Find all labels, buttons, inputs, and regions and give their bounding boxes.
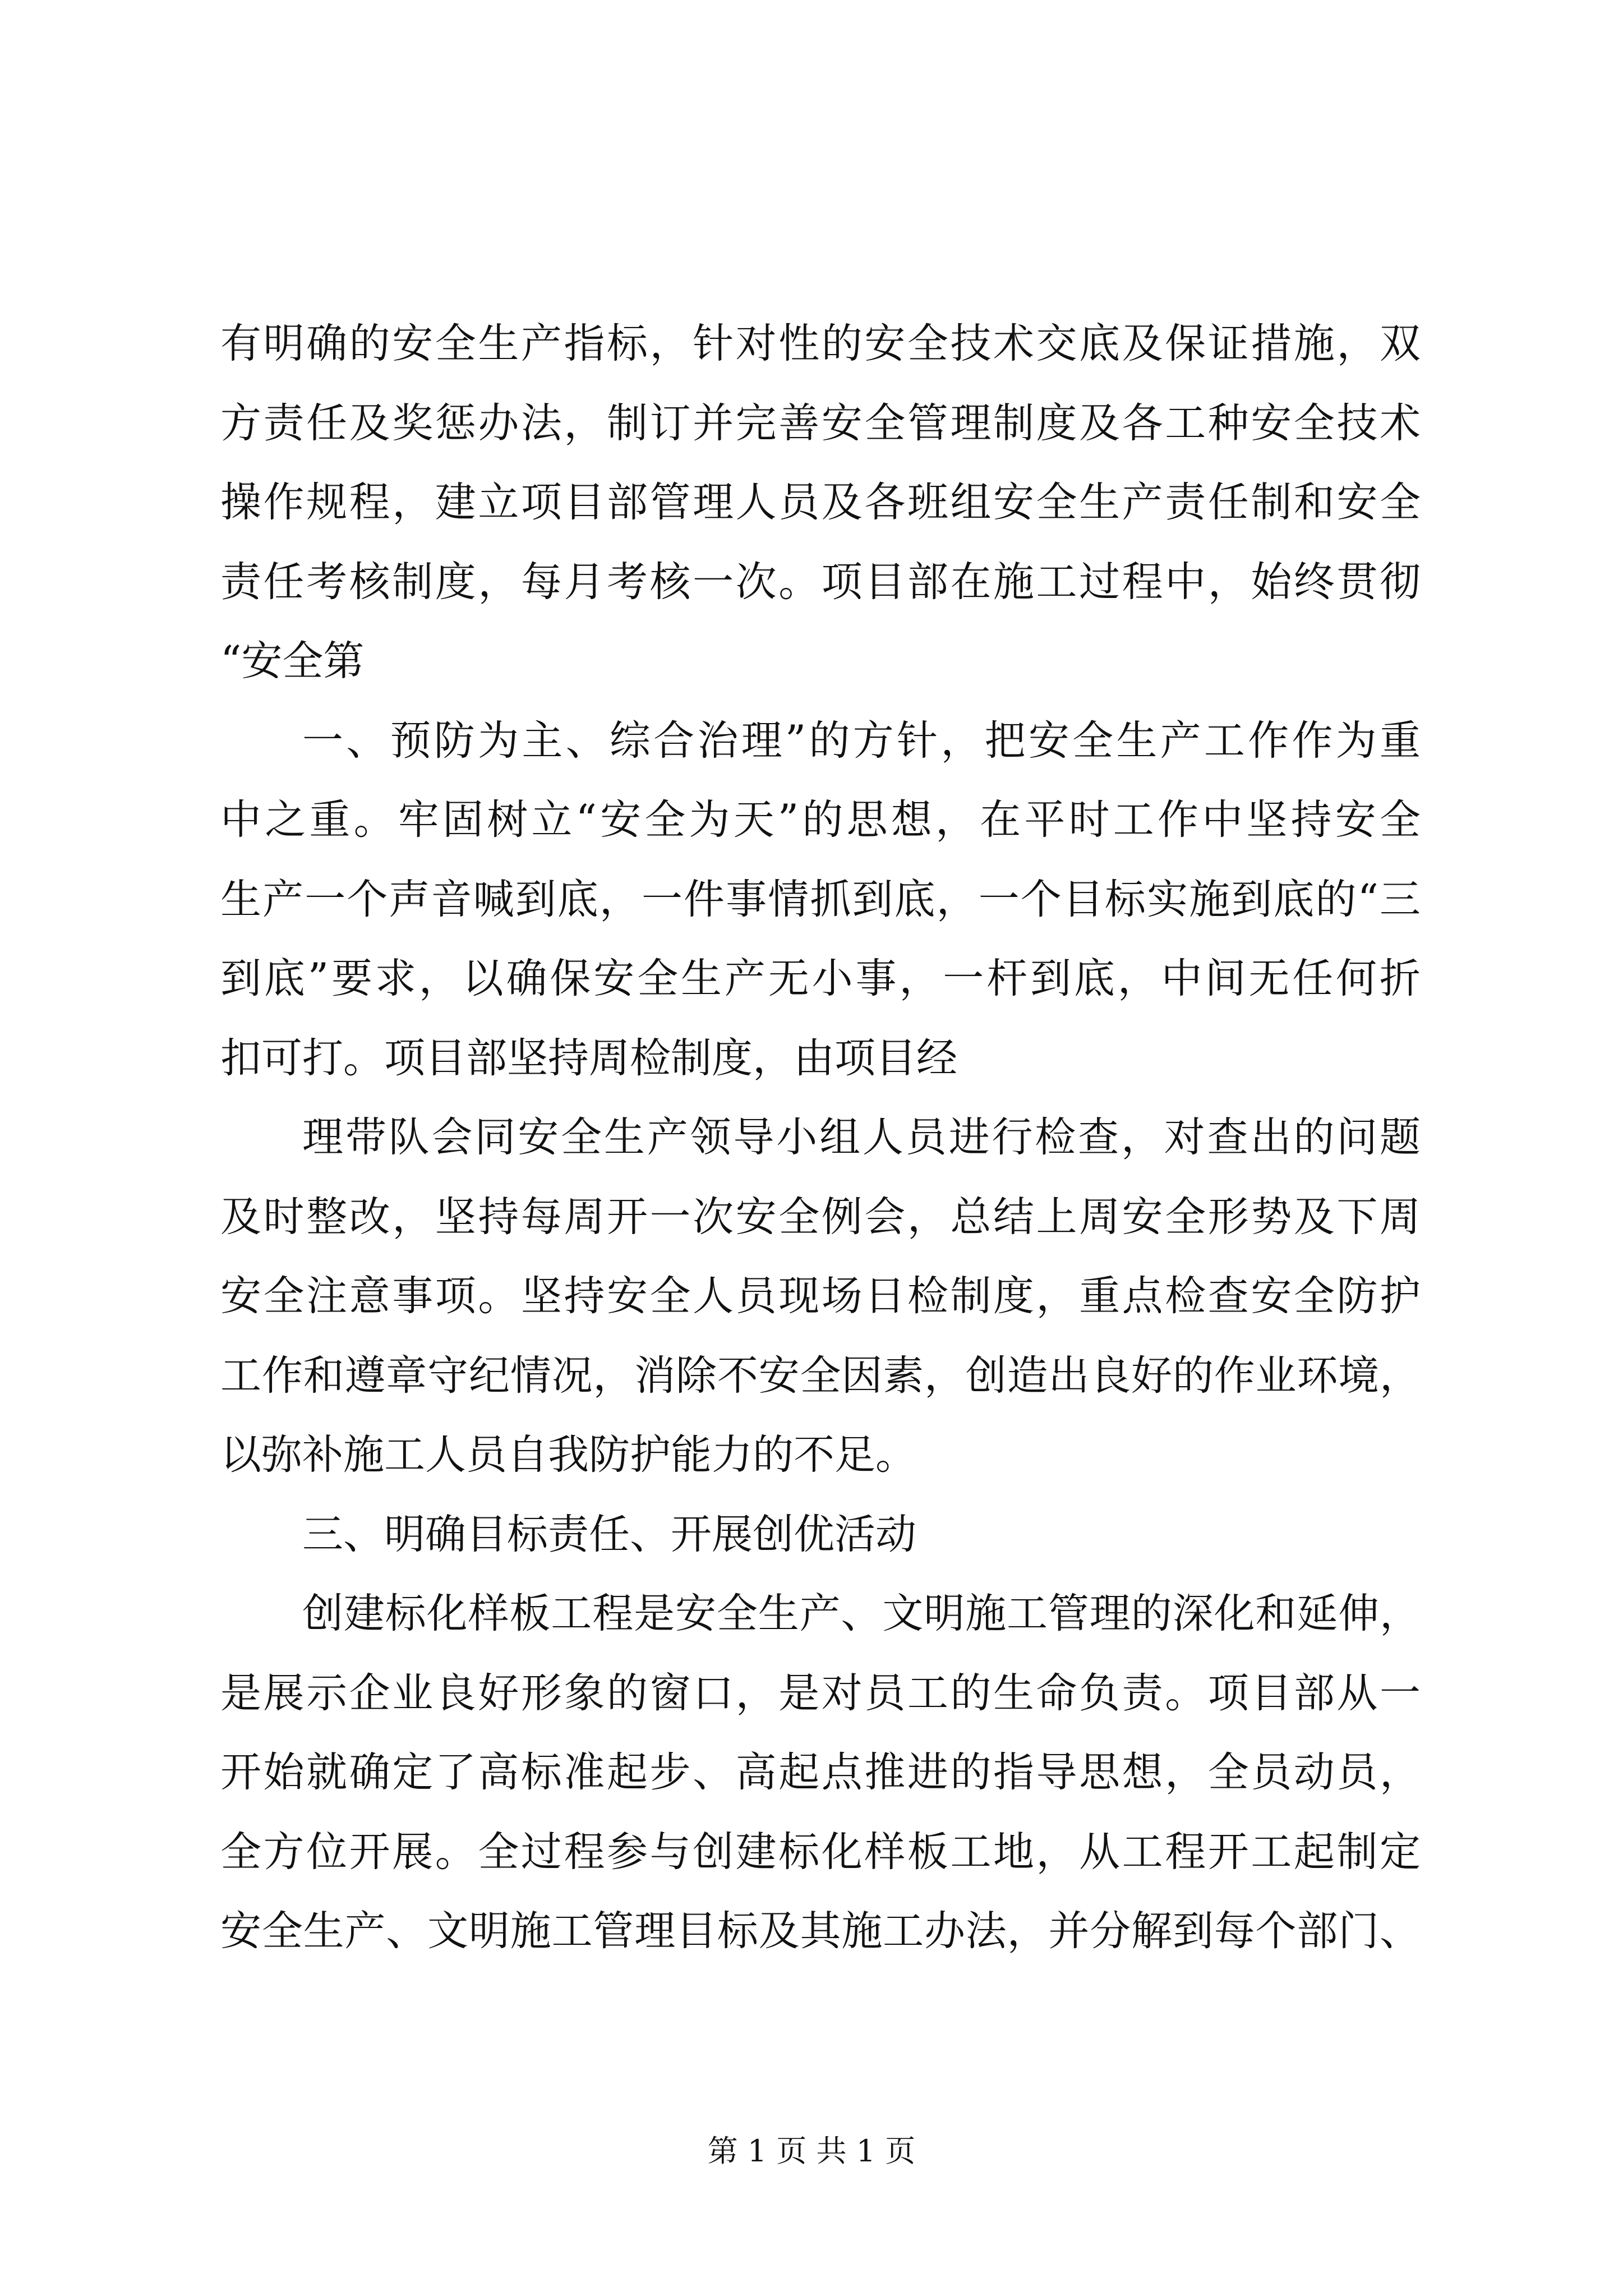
text-line: 操作规程，建立项目部管理人员及各班组安全生产责任制和安全 [220,478,1421,526]
text-line: 有明确的安全生产指标，针对性的安全技术交底及保证措施，双 [220,320,1421,367]
text-line: 生产一个声音喊到底，一件事情抓到底，一个目标实施到底的“三 [220,875,1421,923]
text-line: 一、预防为主、综合治理”的方针，把安全生产工作作为重 [302,716,1421,765]
text-line: 工作和遵章守纪情况，消除不安全因素，创造出良好的作业环境， [220,1351,1421,1400]
text-line: 以弥补施工人员自我防护能力的不足。 [220,1431,916,1479]
text-line: 三、明确目标责任、开展创优活动 [302,1510,916,1558]
page-footer: 第 1 页 共 1 页 [707,2133,916,2169]
text-line: 责任考核制度，每月考核一次。项目部在施工过程中，始终贯彻 [220,558,1421,606]
text-line: 安全生产、文明施工管理目标及其施工办法，并分解到每个部门、 [220,1907,1421,1955]
text-line: 扣可打。项目部坚持周检制度，由项目经 [220,1034,957,1082]
text-line: 开始就确定了高标准起步、高起点推进的指导思想，全员动员， [220,1749,1421,1796]
text-line: 安全注意事项。坚持安全人员现场日检制度，重点检查安全防护 [220,1272,1421,1320]
text-line: “安全第 [220,637,365,685]
text-line: 方责任及奖惩办法，制订并完善安全管理制度及各工种安全技术 [220,399,1421,447]
text-line: 是展示企业良好形象的窗口，是对员工的生命负责。项目部从一 [220,1669,1421,1717]
text-line: 中之重。牢固树立“安全为天”的思想，在平时工作中坚持安全 [220,796,1421,844]
text-line: 及时整改，坚持每周开一次安全例会，总结上周安全形势及下周 [220,1193,1421,1241]
text-line: 创建标化样板工程是安全生产、文明施工管理的深化和延伸， [302,1590,1421,1637]
text-line: 理带队会同安全生产领导小组人员进行检查，对查出的问题 [302,1114,1421,1161]
text-line: 到底”要求，以确保安全生产无小事，一杆到底，中间无任何折 [220,955,1421,1002]
text-line: 全方位开展。全过程参与创建标化样板工地，从工程开工起制定 [220,1828,1421,1876]
